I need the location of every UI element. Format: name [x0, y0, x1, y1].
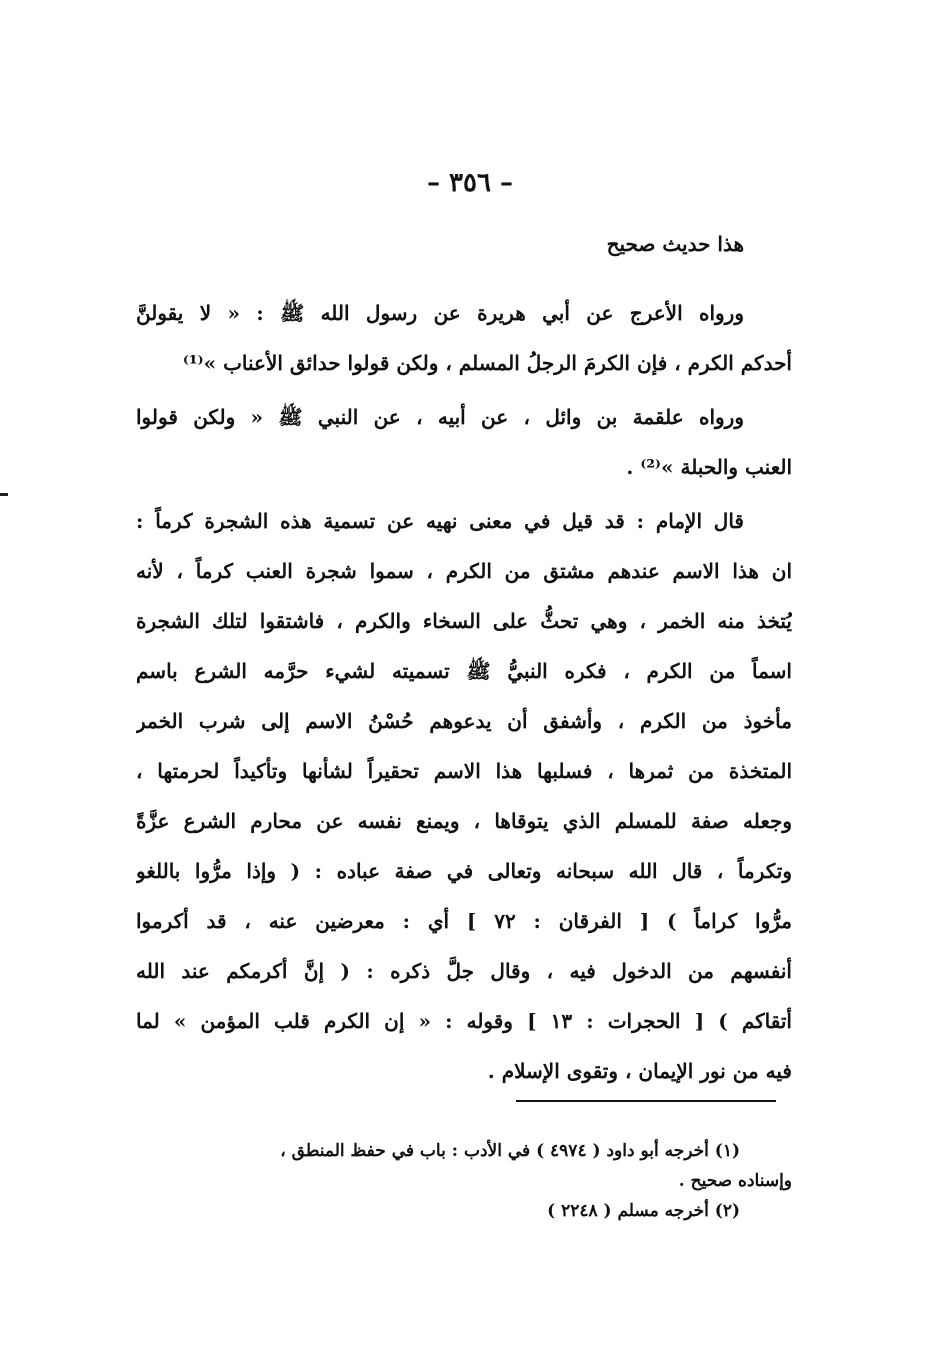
footnote-2: (٢) أخرجه مسلم ( ٢٢٤٨ )	[547, 1201, 740, 1221]
text-line: ورواه علقمة بن وائل ، عن أبيه ، عن النبي ﷺ « ولكن قولوا	[136, 405, 744, 429]
paragraph-1	[136, 288, 792, 388]
text-line: ورواه الأعرج عن أبي هريرة عن رسول الله ﷺ : « لا يقولنَّ	[136, 301, 744, 325]
text-line: وجعله صفة للمسلم الذي يتوقاها ، ويمنع نفسه عن محارم الشرع عزَّةً	[136, 809, 792, 833]
paragraph-3	[136, 496, 792, 1096]
text-line: المتخذة من ثمرها ، فسلبها هذا الاسم تحقيراً لشأنها وتأكيداً لحرمتها ،	[136, 759, 792, 783]
text-line: قال الإمام : قد قيل في معنى نهيه عن تسمية هذه الشجرة كرماً :	[136, 509, 744, 533]
footnote-separator	[516, 1100, 776, 1102]
text-line: ان هذا الاسم عندهم مشتق من الكرم ، سموا شجرة العنب كرماً ، لأنه	[136, 559, 792, 583]
footnote-1: (١) أخرجه أبو داود ( ٤٩٧٤ ) في الأدب : باب في حفظ المنطق ،	[280, 1141, 740, 1161]
footnotes	[136, 1136, 792, 1226]
footnote-1-continued: وإسناده صحيح .	[678, 1171, 792, 1191]
text-line: مرُّوا كراماً ) [ الفرقان : ٧٢ ] أي : معرضين عنه ، قد أكرموا	[136, 909, 792, 933]
text-line: اسماً من الكرم ، فكره النبيُّ ﷺ تسميته لشيء حرَّمه الشرع باسم	[136, 659, 792, 683]
text-line: العنب والحبلة »⁽²⁾ .	[626, 455, 792, 479]
text-line: أحدكم الكرم ، فإن الكرمَ الرجلُ المسلم ، ولكن قولوا حدائق الأعناب »⁽¹⁾	[182, 351, 792, 375]
text-line: وتكرماً ، قال الله سبحانه وتعالى في صفة عباده : ( وإذا مرُّوا باللغو	[136, 859, 792, 883]
text-line: يُتخذ منه الخمر ، وهي تحثُّ على السخاء والكرم ، فاشتقوا لتلك الشجرة	[136, 609, 792, 633]
text-line: أنفسهم من الدخول فيه ، وقال جلَّ ذكره : ( إنَّ أكرمكم عند الله	[136, 959, 792, 983]
scan-edge-mark	[0, 493, 8, 496]
text-line: مأخوذ من الكرم ، وأشفق أن يدعوهم حُسْنُ الاسم إلى شرب الخمر	[136, 709, 792, 733]
page-number: – ٣٥٦ –	[426, 168, 514, 198]
text-line: فيه من نور الإيمان ، وتقوى الإسلام .	[487, 1059, 792, 1083]
heading-line: هذا حديث صحيح	[606, 232, 744, 256]
text-line: أتقاكم ) [ الحجرات : ١٣ ] وقوله : « إن الكرم قلب المؤمن » لما	[136, 1009, 792, 1033]
paragraph-2	[136, 392, 792, 492]
